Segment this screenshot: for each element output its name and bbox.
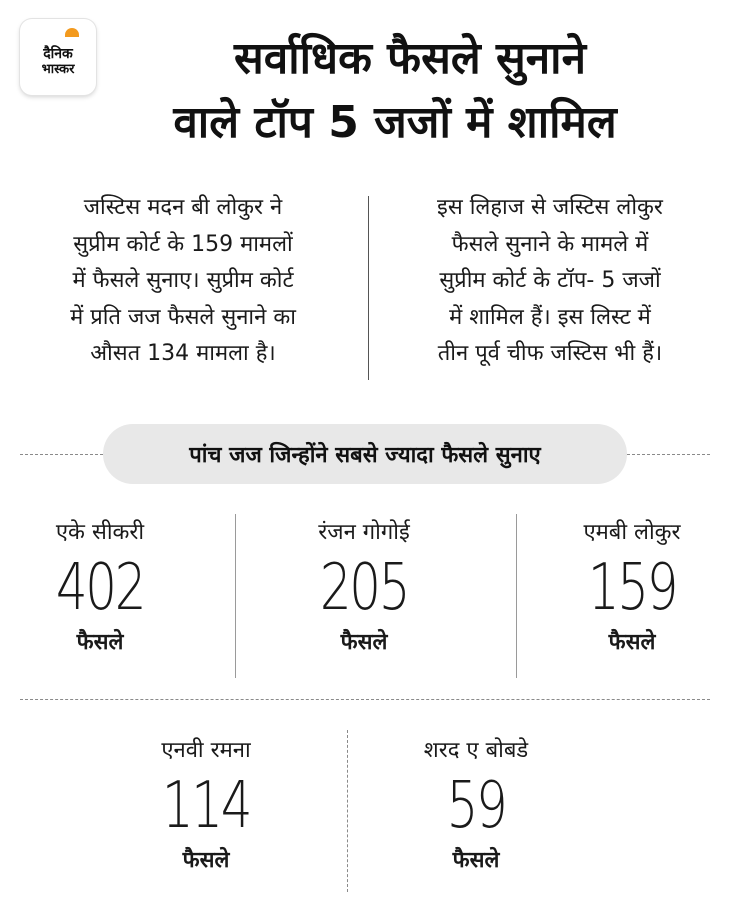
intro-right-line: में शामिल हैं। इस लिस्ट में [449, 304, 651, 330]
column-divider [235, 514, 236, 678]
judge-card [552, 516, 712, 660]
intro-left-line: सुप्रीम कोर्ट के 159 मामलों [73, 231, 293, 257]
judge-card [126, 734, 286, 878]
intro-right-line: फैसले सुनाने के मामले में [451, 231, 649, 257]
intro-divider [368, 196, 369, 380]
judge-card [20, 516, 180, 660]
judgement-unit: फैसले [340, 630, 388, 655]
judge-name: एनवी रमना [161, 738, 251, 763]
sun-icon [65, 28, 79, 37]
row-divider [20, 699, 710, 700]
section-title: पांच जज जिन्होंने सबसे ज्यादा फैसले सुनाए [103, 424, 627, 484]
judge-card [396, 734, 556, 878]
headline-line1: सर्वाधिक फैसले सुनाने [234, 33, 586, 84]
judgement-count: 114 [161, 769, 251, 843]
logo-text-line1: दैनिक [43, 45, 73, 62]
judgement-unit: फैसले [182, 848, 230, 873]
intro-right-line: सुप्रीम कोर्ट के टॉप- 5 जजों [439, 268, 661, 293]
headline-line2: वाले टॉप 5 जजों में शामिल [173, 97, 617, 148]
intro-left-line: में प्रति जज फैसले सुनाने का [70, 304, 296, 330]
intro-left-line: जस्टिस मदन बी लोकुर ने [83, 195, 283, 220]
judge-card [284, 516, 444, 660]
column-divider [516, 514, 517, 678]
intro-left-paragraph [18, 190, 348, 373]
judgement-count: 402 [55, 551, 145, 625]
column-divider [347, 730, 348, 892]
intro-right-line: इस लिहाज से जस्टिस लोकुर [437, 195, 663, 220]
judge-name: एके सीकरी [55, 520, 145, 545]
section-rule-left [20, 454, 103, 455]
section-rule-right [627, 454, 710, 455]
dainik-bhaskar-logo [20, 19, 96, 95]
judge-name: रंजन गोगोई [318, 520, 410, 545]
judgement-unit: फैसले [76, 630, 124, 655]
judgement-unit: फैसले [452, 848, 500, 873]
judge-name: शरद ए बोबडे [423, 738, 529, 763]
judgement-count: 205 [319, 551, 409, 625]
judge-name: एमबी लोकुर [583, 520, 681, 545]
intro-left-line: औसत 134 मामला है। [90, 341, 276, 366]
logo-text-line2: भास्कर [41, 61, 75, 77]
judgement-unit: फैसले [608, 630, 656, 655]
intro-right-paragraph [385, 190, 715, 373]
judgement-count: 59 [446, 769, 506, 843]
judgement-count: 159 [587, 551, 677, 625]
intro-left-line: में फैसले सुनाए। सुप्रीम कोर्ट [72, 268, 294, 293]
intro-right-line: तीन पूर्व चीफ जस्टिस भी हैं। [437, 341, 663, 366]
